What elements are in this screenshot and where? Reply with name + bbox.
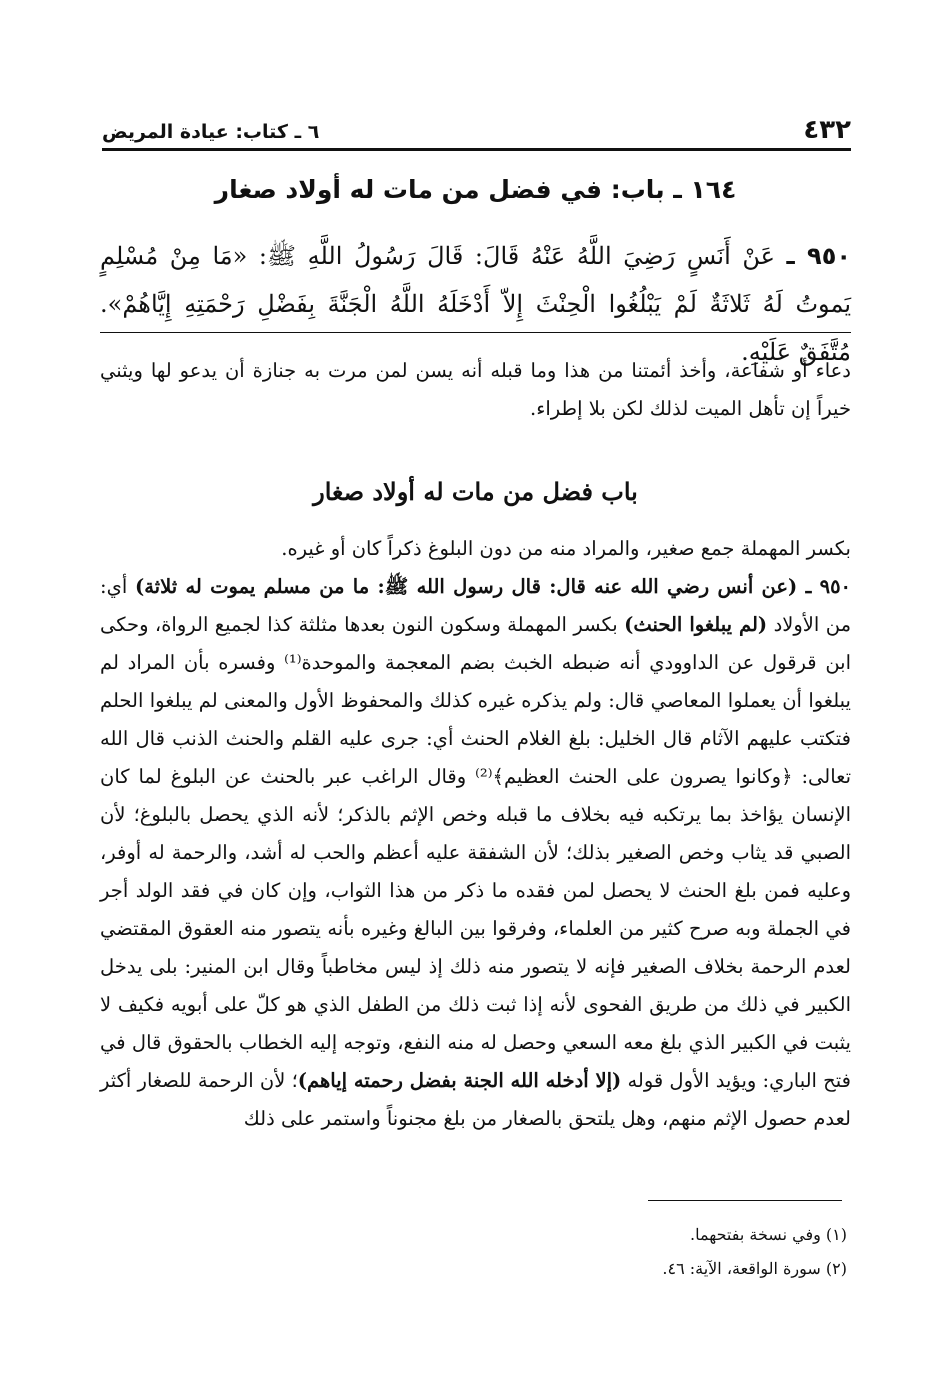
text-divider (100, 332, 851, 333)
commentary-paragraph: دعاء أو شفاعة، وأخذ أئمتنا من هذا وما قبله أنه يسن لمن مرت به جنازة أن يدعو لها ويثني خيراً إن تأهل الميت لذلك لكن بلا إطراء. (100, 359, 851, 420)
commentary-lead: ٩٥٠ ـ (عن أنس رضي الله عنه قال: قال رسول الله ﷺ: ما من مسلم يموت له ثلاثة) (135, 575, 852, 598)
footnote-2: (٢) سورة الواقعة، الآية: ٤٦. (662, 1259, 847, 1278)
quoted-phrase-2: (إلا أدخله الله الجنة بفضل رحمته إياهم) (297, 1069, 622, 1092)
footnote-1: (١) وفي نسخة بفتحهما. (690, 1225, 847, 1244)
commentary-continuation (100, 352, 851, 428)
section-intro: بكسر المهملة جمع صغير، والمراد منه من دون البلوغ ذكراً كان أو غيره. (281, 537, 851, 560)
footnotes (100, 1218, 847, 1286)
commentary-text-1: أي: من الأولاد (100, 575, 852, 636)
commentary-lead-paragraph (100, 568, 851, 1138)
hadith-number: ٩٥٠ ـ (786, 242, 851, 270)
commentary-text-2: بكسر المهملة وسكون النون بعدها مثلثة كذا لجميع الرواة، وحكى ابن قرقول عن الداوودي أنه ضبطه الخبث بضم المعجمة والموحدة⁽¹⁾ وفسره بأن المراد لم يبلغوا أن يعملوا المعاصي قال: ولم يذكره غيره كذلك والمحفوظ الأول والمعنى لم يبلغوا الحلم فتكتب عليهم الآثام قال الخليل: بلغ الغلام الحنث أي: جرى عليه القلم والحنث الذنب قال الله تعالى: ﴿وكانوا يصرون على الحنث العظيم﴾⁽²⁾ وقال الراغب عبر بالحنث عن البلوغ لما كان الإنسان يؤاخذ بما يرتكبه فيه بخلاف ما قبله وخص الإثم بالذكر؛ لأنه الذي يحصل بالبلوغ؛ لأن الصبي قد يثاب وخص الصغير بذلك؛ لأن الشفقة عليه أعظم والحب له أشد، والرحمة له أوفر، وعليه فمن بلغ الحنث لا يحصل لمن فقده ما ذكر من هذا الثواب، وإن كان في فقد الولد أجر في الجملة وبه صرح كثير من العلماء، وفرقوا بين البالغ وغيره بأنه يتصور منه العقوق المقتضي لعدم الرحمة بخلاف الصغير فإنه لا يتصور منه ذلك إذ ليس مخاطباً وقال ابن المنير: بلى يدخل الكبير في ذلك من طريق الفحوى لأنه إذا ثبت ذلك من الطفل الذي هو كلّ على أبويه فكيف لا يثبت في الكبير الذي بلغ معه السعي وحصل له منه النفع، وتوجه إليه الخطاب بالحقوق قال في فتح الباري: ويؤيد الأول قوله (100, 613, 852, 1092)
quoted-phrase-1: (لم يبلغوا الحنث) (624, 613, 768, 636)
book-title: ٦ ـ كتاب: عيادة المريض (102, 121, 320, 143)
running-header (102, 112, 851, 144)
hadith-body: عَنْ أَنَسٍ رَضِيَ اللَّهُ عَنْهُ قَالَ: قَالَ رَسُولُ اللَّهِ ﷺ: «مَا مِنْ مُسْلِمٍ يَموتُ لَهُ ثَلاثَةٌ لَمْ يَبْلُغُوا الْحِنْثَ إِلاّ أَدْخَلَهُ اللَّهُ الْجَنَّةَ بِفَضْلِ رَحْمَتِهِ إِيَّاهُمْ». مُتَّفَقٌ عَلَيْهِ. (100, 242, 851, 366)
page-number: ٤٣٢ (803, 115, 851, 145)
footnote-divider (648, 1200, 842, 1201)
commentary-text-3: ؛ لأن الرحمة للصغار أكثر لعدم حصول الإثم منهم، وهل يلتحق بالصغار من بلغ مجنوناً واستمر على ذلك (100, 1069, 851, 1130)
header-divider (102, 148, 851, 151)
section-title: باب فضل من مات له أولاد صغار (313, 477, 638, 506)
chapter-heading: ١٦٤ ـ باب: في فضل من مات له أولاد صغار (214, 175, 737, 204)
commentary-main (100, 530, 851, 1138)
